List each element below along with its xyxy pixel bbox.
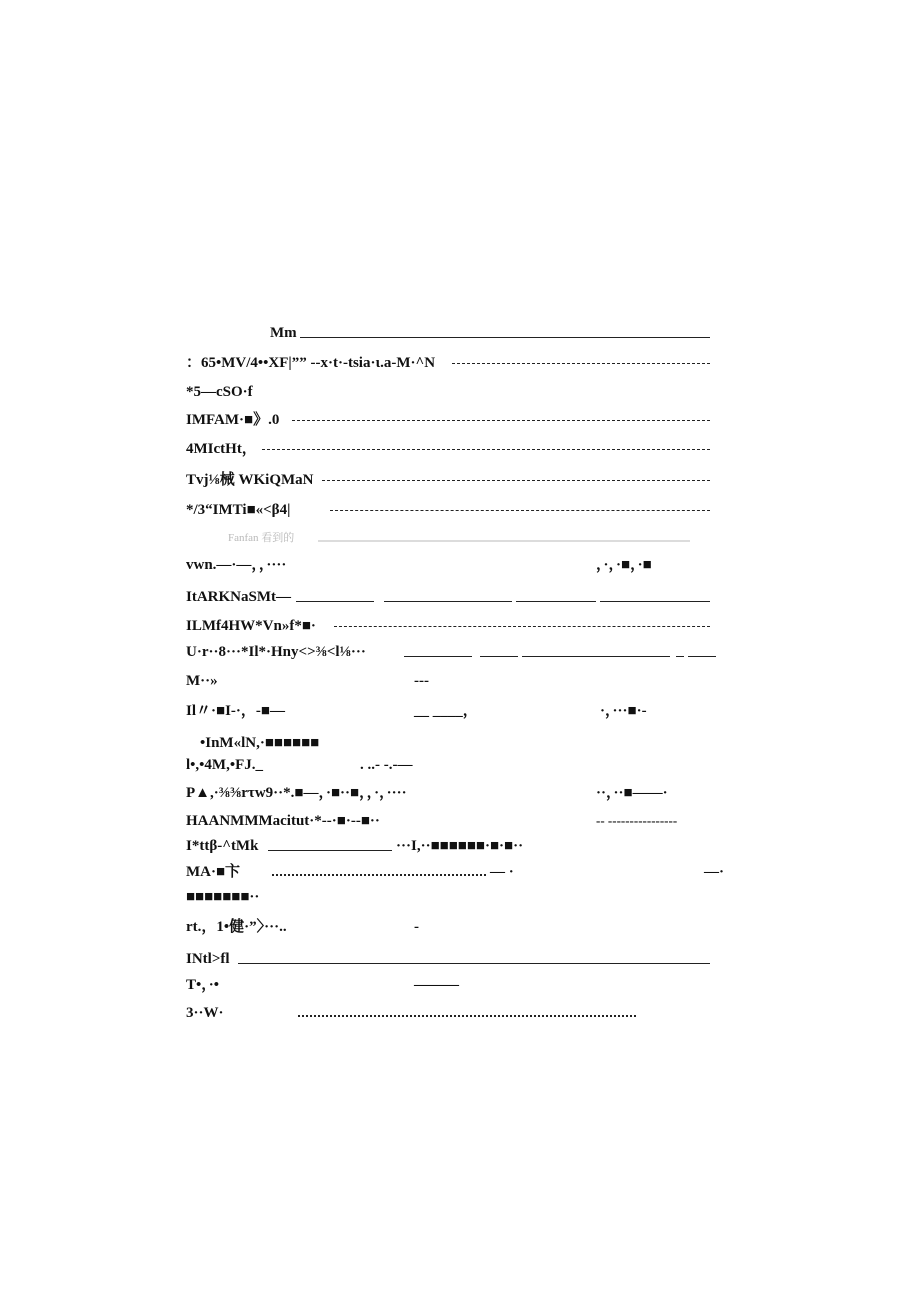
line-label: ■■■■■■■·· [186,889,260,905]
fill-rule [334,626,710,627]
line-mid: . ..- -.-— [360,757,413,773]
form-line [0,323,920,345]
form-line [0,671,920,693]
line-label: ItARKNaSMt— [186,589,291,605]
line-label: ILMf4HW*Vn»f*■· [186,618,316,634]
line-mid: ——— [414,977,459,993]
form-line [0,439,920,461]
line-label: rt.，1•健·”〉···.. [186,919,287,935]
fill-rule [272,874,486,876]
fill-rule [300,337,710,338]
form-line [0,755,920,777]
fill-rule [452,363,710,364]
fill-rule [384,601,512,602]
line-label: Fanfan 看到的 [228,532,295,544]
fill-rule [318,540,690,542]
line-label: P▲,·⅜⅜rτw9··*.■—，·■··■，，·，···· [186,785,407,801]
line-label: ：65•MV/4••XF|”” --x·t·-tsia·ι.a-M·^N [186,355,436,371]
line-trail: —· [704,864,725,880]
line-label: *5—cSO·f [186,384,253,400]
line-label: T•，·• [186,977,220,993]
form-line [0,410,920,432]
line-mid: --- [414,673,429,689]
form-line [0,836,920,858]
fill-rule [322,480,710,481]
fill-rule [516,601,596,602]
line-mid: - [414,919,419,935]
form-line [0,470,920,492]
line-label: l•,•4M,•FJ._ [186,757,263,773]
line-trail: ，·，·■，·■ [596,557,652,573]
line-label: IMFAM·■》.0 [186,412,280,428]
line-label: U·r··8···*Il*·Hny<>⅜<l⅛··· [186,644,366,660]
form-line [0,975,920,997]
form-line [0,616,920,638]
line-label: HAANMMMacitut·*--·■·--■·· [186,813,380,829]
form-line [0,917,920,939]
line-trail: -- ---------------- [596,813,678,828]
line-trail: ·，···■·- [600,703,647,719]
line-label: 3··W· [186,1005,224,1021]
fill-rule [688,656,716,657]
form-line [0,642,920,664]
line-label: I*ttβ-^tMk [186,838,259,854]
line-label: M··» [186,673,218,689]
line-label: INtl>fl [186,951,230,967]
fill-rule [676,656,684,657]
form-line [0,500,920,522]
line-label: Il〃·■I-·，-■— [186,703,285,719]
form-line [0,887,920,909]
fill-rule [238,963,710,964]
form-line [0,382,920,404]
line-mid: — · [490,864,514,880]
fill-rule [522,656,670,657]
line-label: MA·■卞 [186,864,241,880]
fill-rule [268,850,392,851]
line-label: Mm [270,325,297,341]
line-label: Tvj⅛械 WKiQMaN [186,472,314,488]
form-line [0,949,920,971]
form-line [0,701,920,723]
line-trail: ··，··■——· [596,785,668,801]
fill-rule [292,420,710,421]
fill-rule [296,601,374,602]
fill-rule [262,449,710,450]
form-line [0,733,920,755]
form-line [0,353,920,375]
fill-rule [404,656,472,657]
form-line [0,783,920,805]
form-line [0,862,920,884]
fill-rule [600,601,710,602]
form-line [0,1003,920,1025]
fill-rule [330,510,710,511]
line-label: •InM«lN,·■■■■■■ [200,735,320,751]
fill-rule [480,656,518,657]
form-line [0,555,920,577]
line-mid: ···I,··■■■■■■·■·■·· [396,838,524,854]
form-line [0,811,920,833]
line-label: 4MIctHt， [186,441,257,457]
form-line-faded [0,528,920,550]
line-label: */3“IMTi■«<β4| [186,502,291,518]
line-label: vwn.—·—，，···· [186,557,287,573]
line-mid: __ ____， [414,703,478,719]
fill-rule [298,1015,636,1017]
form-line [0,587,920,609]
